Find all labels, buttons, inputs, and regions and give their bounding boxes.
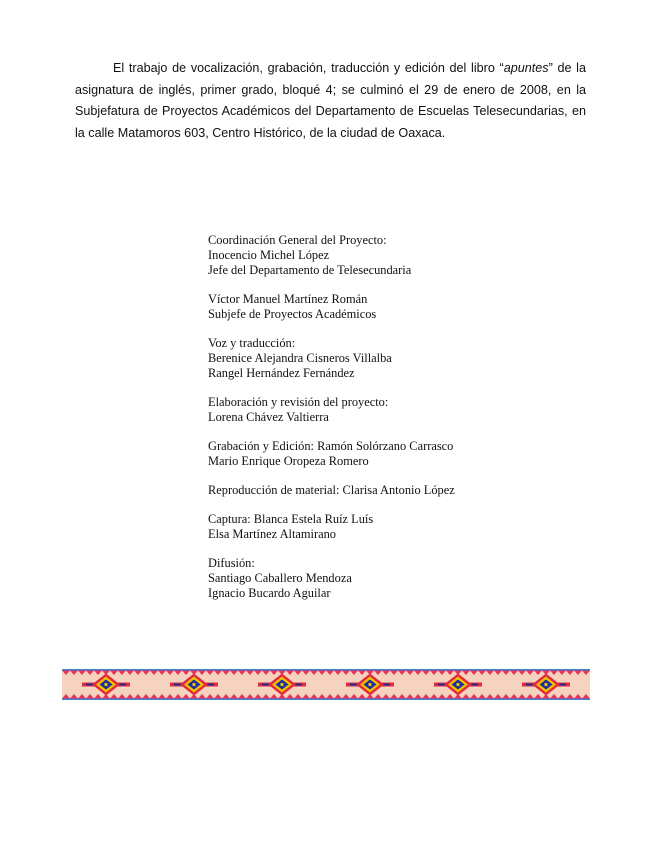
credits-list bbox=[208, 233, 508, 615]
motif-center bbox=[545, 683, 548, 686]
border-bottom-line bbox=[62, 699, 590, 701]
credit-line: Inocencio Michel López bbox=[208, 248, 330, 262]
credit-block-subjefe bbox=[208, 292, 508, 322]
book-title: apuntes bbox=[503, 61, 549, 75]
credit-line: Ignacio Bucardo Aguilar bbox=[208, 586, 331, 600]
intro-paragraph bbox=[75, 58, 586, 144]
credit-line: Jefe del Departamento de Telesecundaria bbox=[208, 263, 412, 277]
credit-block-reproduction bbox=[208, 483, 508, 498]
credit-line: Mario Enrique Oropeza Romero bbox=[208, 454, 369, 468]
motif-center bbox=[457, 683, 460, 686]
motif-center bbox=[105, 683, 108, 686]
credit-block-coordination bbox=[208, 233, 508, 278]
credit-line: Rangel Hernández Fernández bbox=[208, 366, 355, 380]
credit-block-capture bbox=[208, 512, 508, 542]
credit-block-diffusion bbox=[208, 556, 508, 601]
credit-line: Lorena Chávez Valtierra bbox=[208, 410, 329, 424]
motif-center bbox=[193, 683, 196, 686]
motif-center bbox=[281, 683, 284, 686]
credit-block-elaboration bbox=[208, 395, 508, 425]
decorative-border-band bbox=[62, 669, 590, 700]
border-top-line bbox=[62, 669, 590, 671]
credit-line: Víctor Manuel Martínez Román bbox=[208, 292, 368, 306]
credit-line: Elsa Martínez Altamirano bbox=[208, 527, 336, 541]
credit-line: Santiago Caballero Mendoza bbox=[208, 571, 352, 585]
credit-line: Grabación y Edición: Ramón Solórzano Carrasco bbox=[208, 439, 454, 453]
credit-block-recording bbox=[208, 439, 508, 469]
border-background bbox=[62, 669, 590, 700]
credit-line: Reproducción de material: Clarisa Antonio López bbox=[208, 483, 455, 497]
credit-block-voice bbox=[208, 336, 508, 381]
credit-line: Berenice Alejandra Cisneros Villalba bbox=[208, 351, 392, 365]
credit-line: Captura: Blanca Estela Ruíz Luís bbox=[208, 512, 374, 526]
intro-text-end: ” de la asignatura de inglés, primer grado, bloqué 4; se culminó el 29 de enero de 2008, en la Subjefatura de Proyectos Académicos del Departamento de Escuelas Telesecundarias, en la calle Matamoros 603, Centro Histórico, de la ciudad de Oaxaca. bbox=[75, 61, 586, 140]
credit-line: Difusión: bbox=[208, 556, 255, 570]
motif-center bbox=[369, 683, 372, 686]
credit-line: Coordinación General del Proyecto: bbox=[208, 233, 387, 247]
credit-line: Elaboración y revisión del proyecto: bbox=[208, 395, 389, 409]
credit-line: Subjefe de Proyectos Académicos bbox=[208, 307, 377, 321]
intro-text-start: El trabajo de vocalización, grabación, traducción y edición del libro “ bbox=[113, 61, 504, 75]
credit-line: Voz y traducción: bbox=[208, 336, 296, 350]
